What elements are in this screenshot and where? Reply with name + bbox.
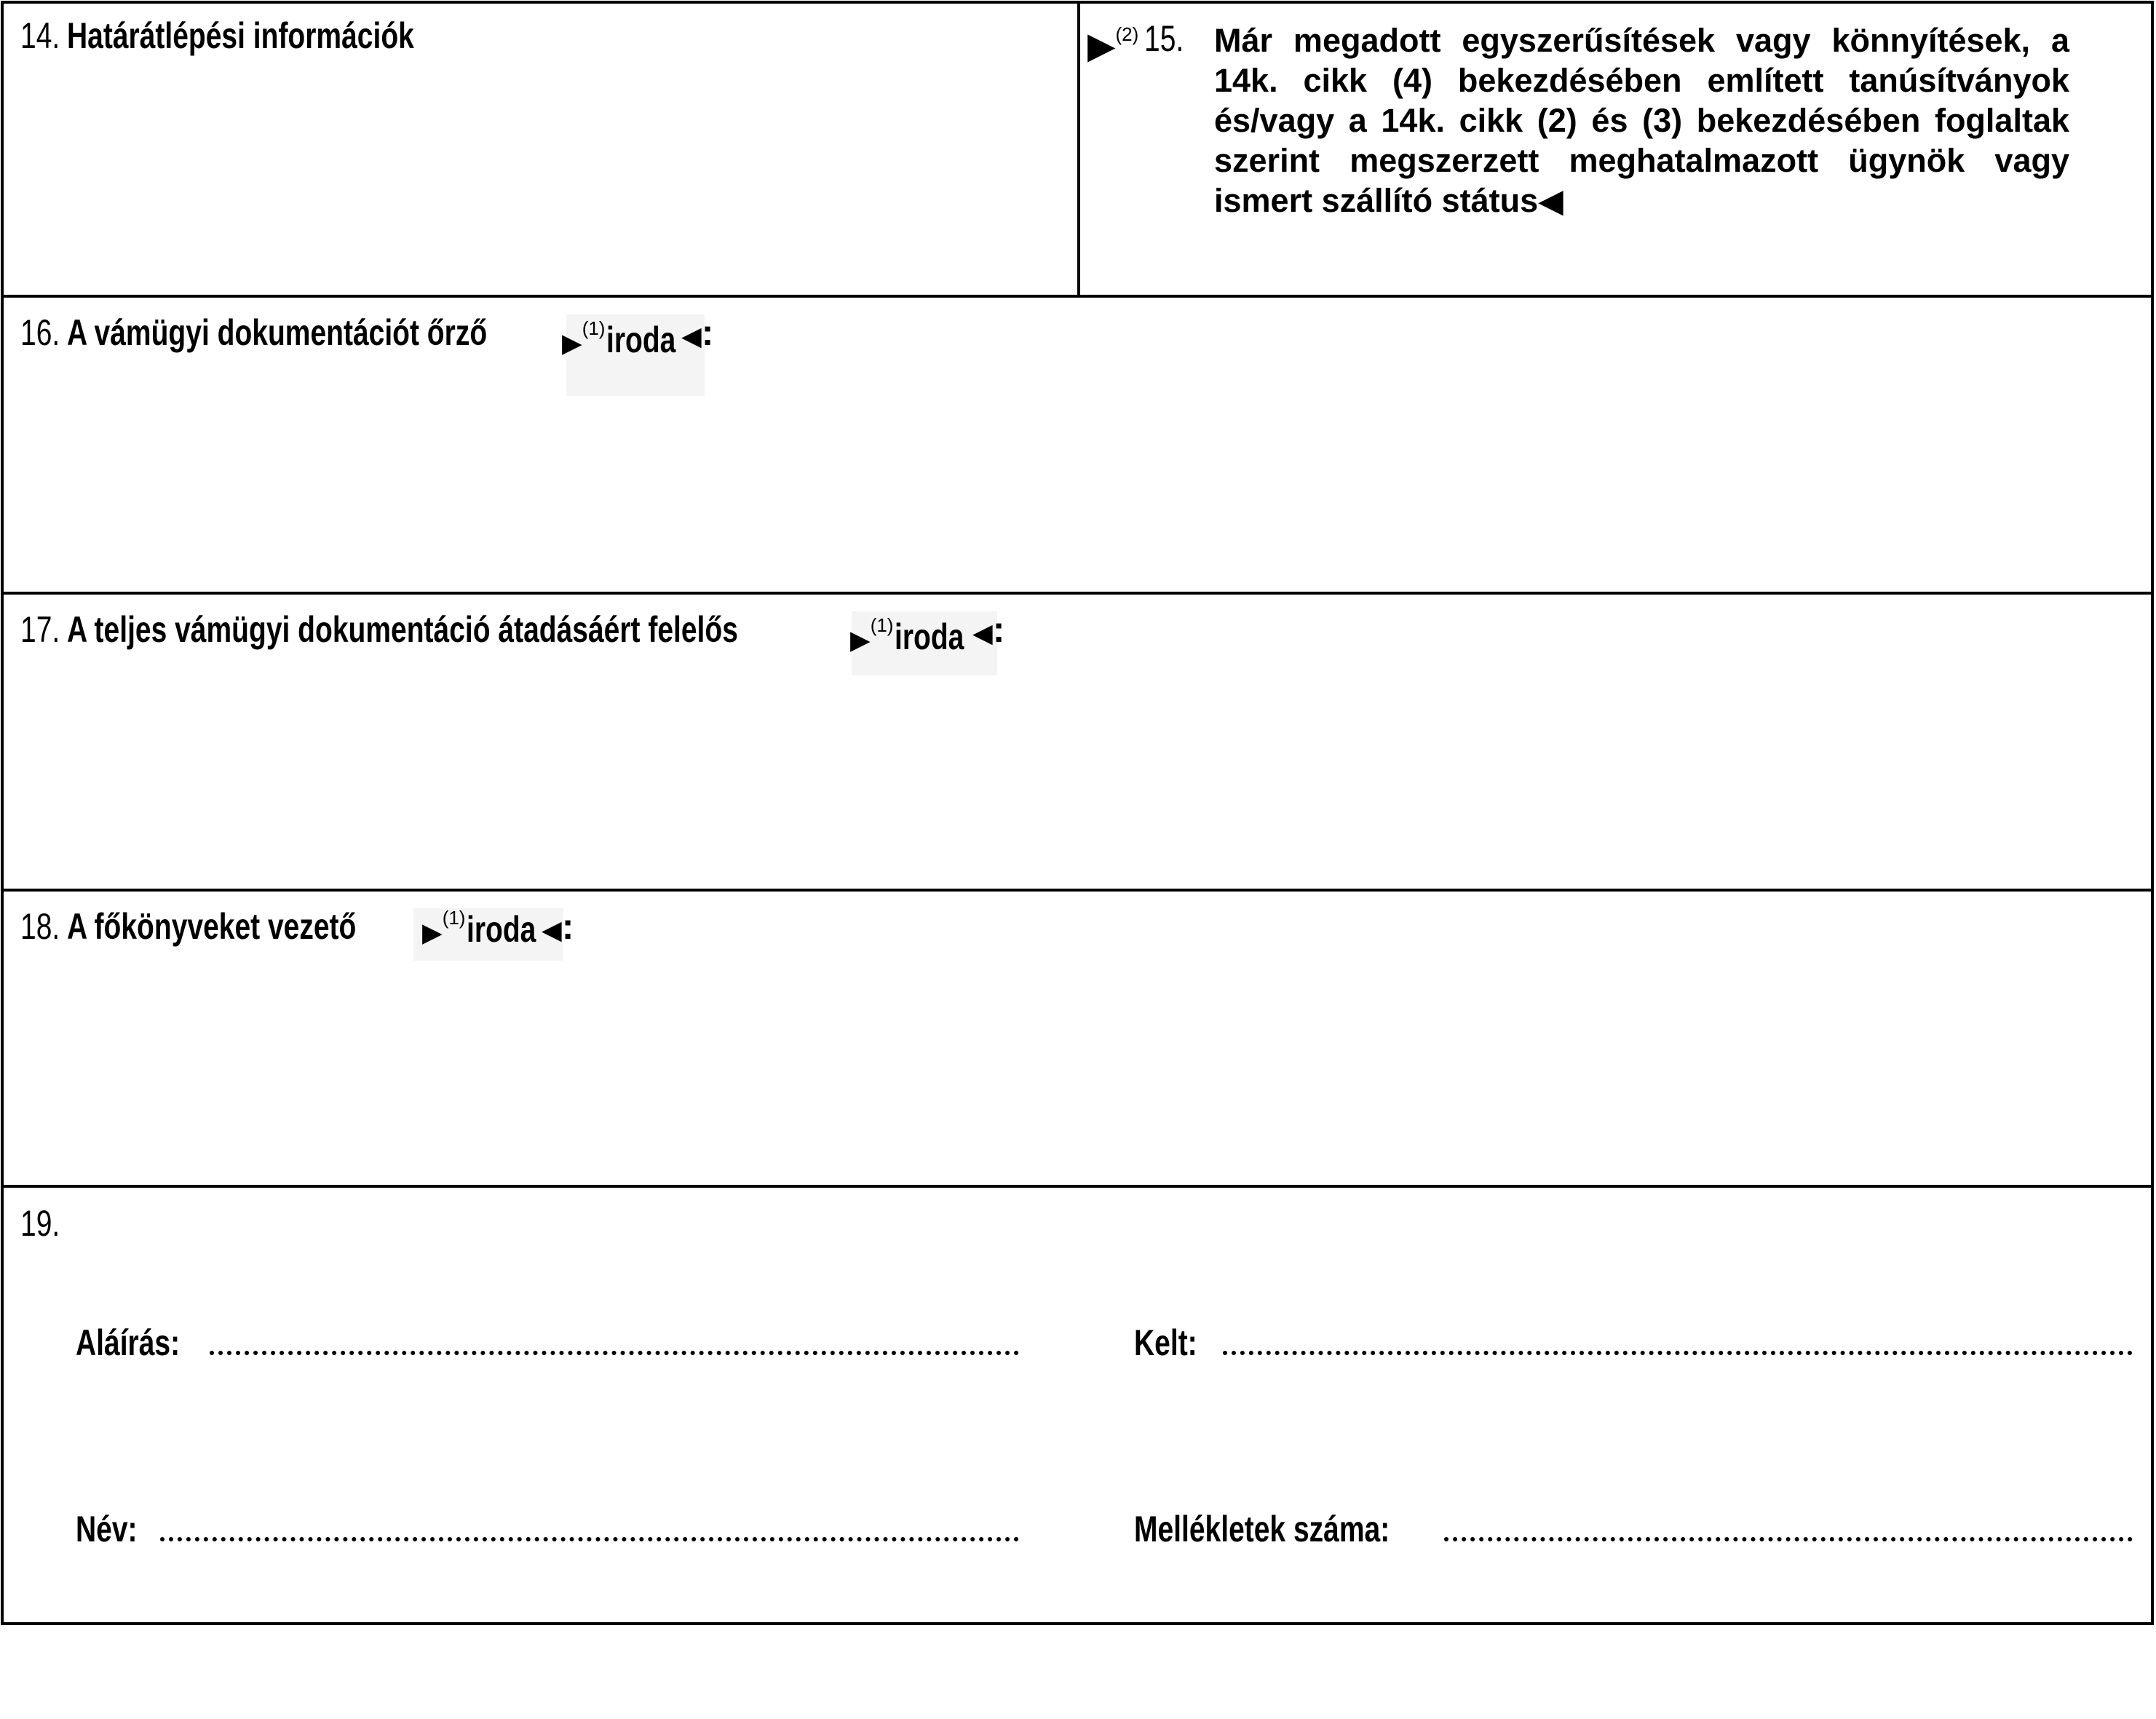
- amendment-open-marker: ▶: [850, 624, 871, 655]
- date-field[interactable]: [1223, 1351, 2133, 1355]
- box-18-office-label: ▶$^{(1)}$iroda: [422, 907, 536, 950]
- box-15-number: 15.: [1144, 18, 1184, 59]
- amendment-close-marker: ◀: [681, 321, 702, 351]
- box-17-office-label: ▶$^{(1)}$iroda: [850, 614, 964, 657]
- column-divider: [1077, 2, 1080, 296]
- box-16-number: 16.: [20, 312, 60, 353]
- box-15-text: Már megadott egyszerűsítések vagy könnyítések, a 14k. cikk (4) bekezdésében említett tanúsítványok és/vagy a 14k. cikk (2) és (3) bekezdésében foglaltak szerint megszerzett meghatalmazott ügynök vagy ismert szállító státus◀: [1214, 22, 2069, 219]
- amendment-close-marker: ◀: [1538, 182, 1564, 219]
- box-16-close: ◀:: [681, 312, 714, 353]
- attachments-count-field[interactable]: [1444, 1537, 2133, 1541]
- amendment-open-marker: ▶: [1087, 25, 1116, 66]
- box-16-title: A vámügyi dokumentációt őrző: [66, 312, 487, 353]
- row-divider: [1, 592, 2154, 595]
- signature-label: Aláírás:: [76, 1322, 181, 1363]
- row-divider: [1, 1185, 2154, 1188]
- footnote-reference: (1): [442, 907, 466, 929]
- row-divider: [1, 889, 2154, 892]
- box-17-number: 17.: [20, 609, 60, 650]
- box-18-close: ◀:: [542, 906, 574, 947]
- footnote-reference: (1): [582, 317, 606, 339]
- signature-field[interactable]: [210, 1351, 1019, 1355]
- footnote-reference: (2): [1115, 23, 1139, 45]
- box-16-office-label: ▶$^{(1)}$iroda: [562, 317, 676, 360]
- box-19-number: 19.: [20, 1203, 60, 1244]
- attachments-count-label: Mellékletek száma:: [1134, 1509, 1390, 1549]
- amendment-close-marker: ◀: [972, 618, 993, 648]
- date-label: Kelt:: [1134, 1322, 1197, 1363]
- box-17-heading: [20, 610, 927, 649]
- box-14-number: 14.: [20, 15, 60, 56]
- box-18-title: A főkönyveket vezető: [66, 906, 356, 947]
- amendment-close-marker: ◀: [542, 915, 562, 945]
- box-14-title: Határátlépési információk: [66, 15, 414, 56]
- box-14-heading: [20, 16, 512, 55]
- box-16-heading: [20, 313, 605, 352]
- footnote-reference: (1): [870, 614, 894, 636]
- name-label: Név:: [76, 1509, 138, 1549]
- box-15-marker-group: [1087, 19, 1138, 65]
- name-field[interactable]: [160, 1537, 1019, 1541]
- amendment-open-marker: ▶: [562, 327, 582, 358]
- box-18-number: 18.: [20, 906, 60, 947]
- amendment-open-marker: ▶: [422, 917, 443, 948]
- box-17-title: A teljes vámügyi dokumentáció átadásáért felelős: [66, 609, 738, 650]
- box-17-close: ◀:: [972, 609, 1005, 650]
- box-18-heading: [20, 907, 437, 946]
